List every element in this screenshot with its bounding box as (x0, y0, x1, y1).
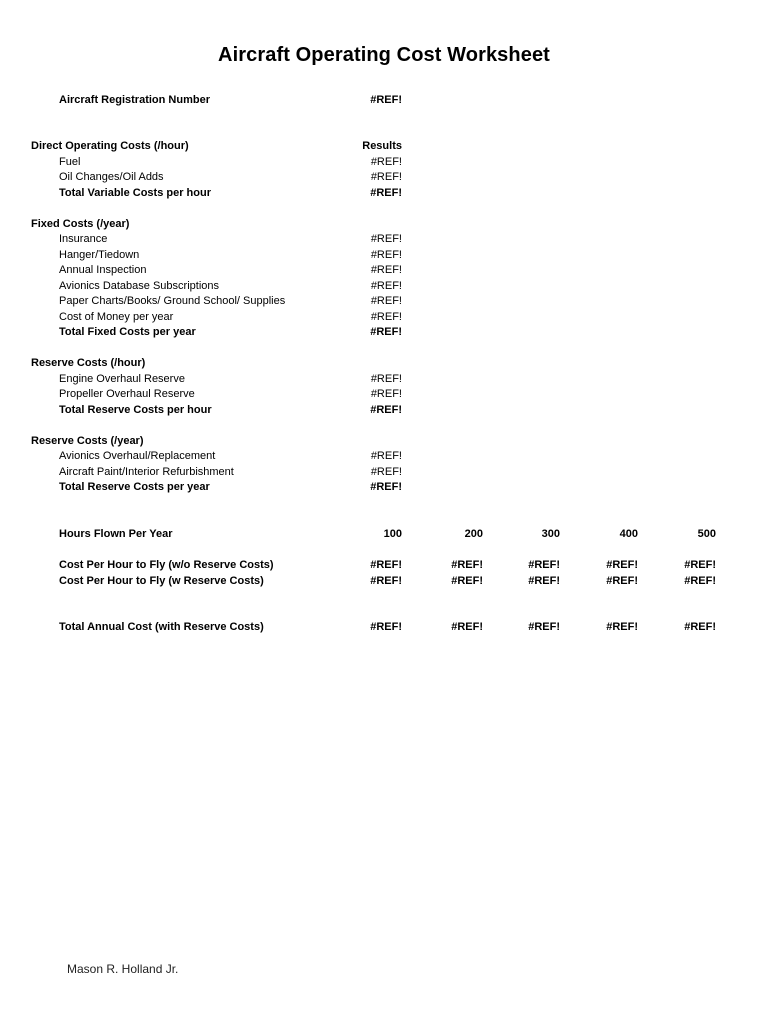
cost-row (0, 310, 768, 325)
cost-wo-reserve-value: #REF! (370, 559, 402, 571)
cost-label: Fuel (59, 156, 81, 168)
reserve-year-header-row (0, 434, 768, 449)
cost-wo-reserve-value: #REF! (451, 559, 483, 571)
cost-label: Propeller Overhaul Reserve (59, 388, 195, 400)
total-value: #REF! (370, 404, 402, 416)
total-label: Total Fixed Costs per year (59, 326, 196, 338)
cost-value: #REF! (370, 233, 402, 245)
direct-header-row (0, 139, 768, 154)
cost-label: Insurance (59, 233, 108, 245)
cost-wo-reserve-value: #REF! (684, 559, 716, 571)
hours-value: 300 (541, 528, 560, 540)
cost-row (0, 449, 768, 464)
annual-cost-value: #REF! (528, 621, 560, 633)
cost-value: #REF! (370, 264, 402, 276)
cost-label: Hanger/Tiedown (59, 249, 140, 261)
reserve-hour-header: Reserve Costs (/hour) (31, 357, 146, 369)
registration-value: #REF! (370, 94, 402, 106)
cost-value: #REF! (370, 311, 402, 323)
cost-label: Paper Charts/Books/ Ground School/ Supplies (59, 295, 286, 307)
cost-w-reserve-value: #REF! (684, 575, 716, 587)
total-value: #REF! (370, 187, 402, 199)
annual-cost-value: #REF! (451, 621, 483, 633)
cost-label: Avionics Database Subscriptions (59, 280, 219, 292)
annual-cost-row (0, 620, 768, 635)
total-label: Total Variable Costs per hour (59, 187, 211, 199)
registration-row (0, 93, 768, 108)
cost-row (0, 294, 768, 309)
cost-wo-reserve-value: #REF! (528, 559, 560, 571)
cost-row (0, 170, 768, 185)
cost-w-reserve-value: #REF! (606, 575, 638, 587)
cost-w-reserve-row (0, 574, 768, 589)
cost-label: Avionics Overhaul/Replacement (59, 450, 216, 462)
total-value: #REF! (370, 326, 402, 338)
annual-cost-value: #REF! (370, 621, 402, 633)
annual-cost-value: #REF! (684, 621, 716, 633)
cost-wo-reserve-label: Cost Per Hour to Fly (w/o Reserve Costs) (59, 559, 274, 571)
cost-w-reserve-value: #REF! (370, 575, 402, 587)
cost-row (0, 232, 768, 247)
cost-row (0, 248, 768, 263)
cost-row (0, 387, 768, 402)
total-value: #REF! (370, 481, 402, 493)
total-row (0, 480, 768, 495)
total-label: Total Reserve Costs per year (59, 481, 210, 493)
cost-wo-reserve-row (0, 558, 768, 573)
cost-value: #REF! (370, 280, 402, 292)
cost-value: #REF! (370, 249, 402, 261)
page-title: Aircraft Operating Cost Worksheet (218, 44, 550, 66)
cost-row (0, 279, 768, 294)
cost-value: #REF! (370, 373, 402, 385)
registration-label: Aircraft Registration Number (59, 94, 210, 106)
cost-label: Aircraft Paint/Interior Refurbishment (59, 466, 234, 478)
total-row (0, 403, 768, 418)
cost-value: #REF! (370, 466, 402, 478)
cost-row (0, 372, 768, 387)
hours-value: 500 (697, 528, 716, 540)
annual-cost-label: Total Annual Cost (with Reserve Costs) (59, 621, 264, 633)
hours-row (0, 527, 768, 542)
reserve-hour-header-row (0, 356, 768, 371)
fixed-header: Fixed Costs (/year) (31, 218, 130, 230)
cost-label: Engine Overhaul Reserve (59, 373, 185, 385)
author-footer: Mason R. Holland Jr. (67, 962, 179, 976)
reserve-year-header: Reserve Costs (/year) (31, 435, 144, 447)
results-header: Results (362, 140, 402, 152)
hours-value: 400 (619, 528, 638, 540)
cost-w-reserve-label: Cost Per Hour to Fly (w Reserve Costs) (59, 575, 264, 587)
cost-w-reserve-value: #REF! (451, 575, 483, 587)
cost-w-reserve-value: #REF! (528, 575, 560, 587)
direct-header: Direct Operating Costs (/hour) (31, 140, 189, 152)
cost-value: #REF! (370, 156, 402, 168)
cost-value: #REF! (370, 171, 402, 183)
cost-label: Annual Inspection (59, 264, 147, 276)
annual-cost-value: #REF! (606, 621, 638, 633)
fixed-header-row (0, 217, 768, 232)
cost-label: Oil Changes/Oil Adds (59, 171, 164, 183)
cost-label: Cost of Money per year (59, 311, 174, 323)
total-row (0, 186, 768, 201)
total-row (0, 325, 768, 340)
cost-value: #REF! (370, 450, 402, 462)
cost-wo-reserve-value: #REF! (606, 559, 638, 571)
hours-value: 200 (464, 528, 483, 540)
total-label: Total Reserve Costs per hour (59, 404, 212, 416)
cost-value: #REF! (370, 295, 402, 307)
cost-row (0, 465, 768, 480)
hours-value: 100 (383, 528, 402, 540)
hours-label: Hours Flown Per Year (59, 528, 173, 540)
cost-row (0, 263, 768, 278)
cost-row (0, 155, 768, 170)
cost-value: #REF! (370, 388, 402, 400)
